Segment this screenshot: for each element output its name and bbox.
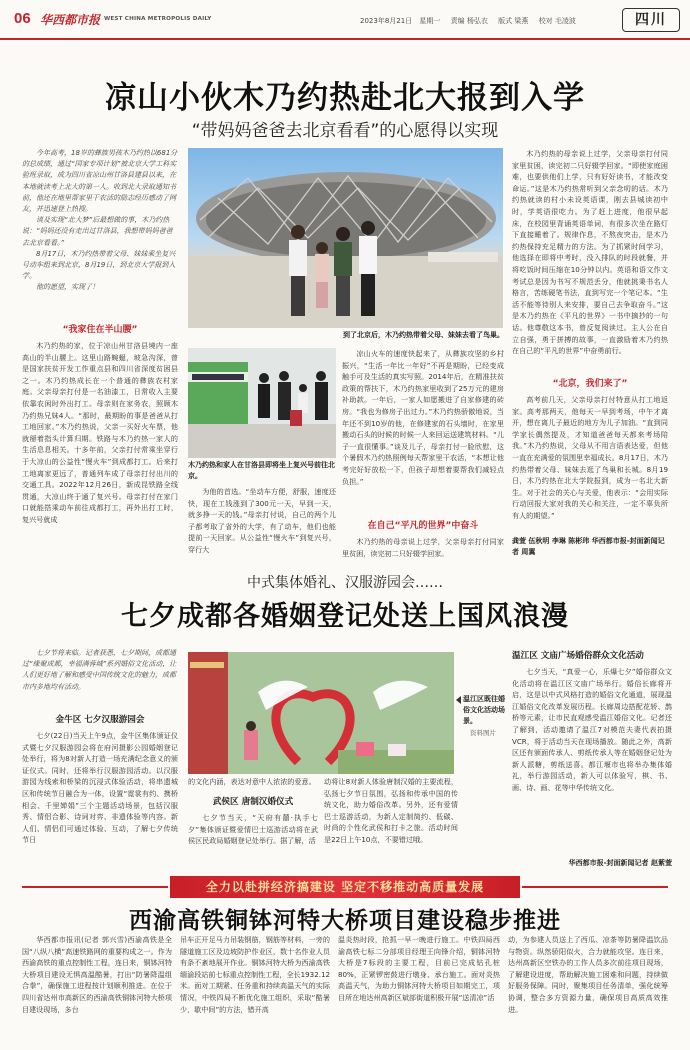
body-paragraph: 七夕节当天，“天府有囍·执手七夕”集体颁证暨爱情巴士巡游活动将在武侯区民政局婚姻登记处举行。据了解，活: [188, 813, 318, 846]
article1-subheading-1: “我家住在半山腰”: [62, 325, 138, 335]
article3-headline: 西渝高铁铜钵河特大桥项目建设稳步推进: [129, 908, 561, 934]
body-paragraph: 吊车正开足马力吊装钢筋，钢筋等材料，一旁的隧道施工区及边坡防护作业区，数十名作业人员有条不紊地展开作业。铜钵河特大桥为西渝高铁缅渝段站前七标重点控制性工程，全长1932.12米。面对工期紧、任务重和持续高温天气的实际情况，中铁四局不断优化施工组织，采取“酷暑少，歇中间”的方法，错开高: [180, 935, 330, 1014]
banner-text: 全力以赴拼经济搞建设 坚定不移推动高质量发展: [205, 880, 485, 894]
photo3-caption: 温江区既往婚俗文化活动场景。: [463, 695, 505, 725]
article1-headline: 凉山小伙木乃约热赴北大报到入学: [105, 80, 585, 116]
banner-rule-right: [522, 886, 668, 888]
lead-paragraph: 谈及实现“北大梦”后最想做的事，木乃约热说：“妈妈还没有走出过甘洛县，我想带妈妈爸爸去北京看看。”: [22, 216, 173, 247]
article1-column-2: [342, 348, 504, 518]
photo-train-platform: [188, 348, 336, 458]
caption-arrow-icon: [456, 696, 461, 704]
photo3-caption-block: [456, 694, 508, 739]
article2-column-2-top: [188, 776, 318, 790]
body-paragraph: 华西都市报讯(记者 郭兴雪)西渝高铁是全国“八纵八横”高速铁路网的重要构成之一。作为西渝高铁的重点控制性工程，连日来，铜钵河特大桥项目建设无惧高温酷暑，打出“防暑降温组合拳”，确保施工进程按计划顺利推进。在位于四川省达州市高新区的西渝高铁铜钵河特大桥项目建设现场，多台: [22, 935, 172, 1014]
page-header: [0, 0, 690, 40]
article2-subheading-2: 武侯区 唐制汉婚仪式: [212, 797, 294, 807]
photo1-caption: 到了北京后，木乃约热带着父母、妹妹去看了鸟巢。: [343, 331, 504, 339]
body-paragraph: 木乃约热的家，位于凉山州甘洛县境内一座高山的半山腰上。这里山路蜿蜒，坡急沟深，曾是国家扶贫开发工作重点县和四川省深度贫困县之一。木乃约热成长在一个普通的彝族农村家庭。父亲母亲打付是一名油漆工，日常收入主要依靠农闲时外出打工。母亲则在家务农，照顾木乃约热兄妹4人。“那时，最期盼的事是爸爸从打工地回家。”木乃约热说，父亲一买好火车票，他就掰着指头计算归期。铁路与木乃约热一家人的生活息息相关。十多年前，父亲打付常乘坐穿行于大凉山的公益性“慢火车”到成都打工。后来打工地离家更远了，普通列车成了母亲打付出川的交通工具。2022年12月26日，新成昆铁路全线贯通，大凉山终于通了复兴号。母亲打付在家门口就能搭乘动车前往成都打工，再外出打工时，复兴号就成: [22, 341, 178, 524]
campaign-banner: [170, 876, 520, 898]
issue-date: 2023年8月21日: [360, 17, 413, 25]
body-paragraph: 为他的首选。“坐动车方便，舒服，速度还快，现在工钱涨到了300元一天，早到一天，就多挣一天的钱。”母亲打付说，自己的两个儿子都考取了省外的大学，有了动车，他们也能提前一天回家。从公益性“慢火车”到复兴号，穿行大: [188, 487, 336, 554]
body-paragraph: 七夕当天，“真爱一心，乐爆七夕”婚俗群众文化活动将在温江区文庙广场举行。婚俗长廊将开启，这是以中式风格打造的婚俗文化通道，展现温江婚俗文化改革发展历程。长廊周边搭配花轿、鹊桥等元素，让市民直观感受温江婚俗文化。记者还了解到，活动邀请了温江7对模范夫妻代表拍摄VCR，将于活动当天在现场播放。随此之外，高新区还有颁面传承人、剪纸传承人等在婚姻登记处为新人派糖，剪纸送喜。都江堰市也将举办集体婚礼，举行游园活动，新人可以体验写，棋、书、画、诗、画、花等中华传统文化。: [512, 667, 672, 792]
article2-headline: 七夕成都各婚姻登记处送上国风浪漫: [121, 601, 569, 632]
heart-arch-illustration: [188, 652, 454, 774]
article2-column-4: [512, 666, 672, 856]
editor-credit: 责编 杨弘衣: [450, 17, 488, 25]
article2-column-3: [324, 776, 458, 870]
article3-column-2: [180, 934, 330, 1046]
header-meta: [360, 16, 576, 26]
article2-lead: [22, 648, 178, 710]
article1-column-2-tail: [188, 486, 336, 556]
article3-column-3: [338, 934, 500, 1046]
article3-column-1: [22, 934, 172, 1046]
body-paragraph: 凉山火车的速度快起来了，从彝族攻坚的乡村振兴，“生活一年比一年好”不再是期盼，已经变成触手可及生活的真实写照。2014年后，在精准扶贫政策的帮扶下，木乃约热家里收到了25万元的建房补助款。一年后，一家人如愿搬进了自家修建的砖房。“我也为修房子出过力。”木乃约热骄傲地说，当年还不到10岁的他，在修建家的石头墙时，在家里搬动石头的时候的时候一人来回运送建筑材料。“儿子一直很懂事。”谈及儿子，母亲打付一脸欣慰，这个暑假木乃约热照例每天帮家里干农活，“本想让他考完好好放松一下，但孩子却想着要帮我们减轻点负担。”: [342, 349, 504, 486]
article2-byline: 华西都市报-封面新闻记者 赵紫萱: [568, 859, 672, 867]
section-tab: [622, 8, 680, 32]
photo2-caption: 木乃约热和家人在甘洛县即将坐上复兴号前往北京。: [188, 461, 335, 480]
article1-subheading-3: “北京，我们来了”: [552, 379, 628, 389]
article1-column-2b: [342, 536, 504, 558]
body-paragraph: 动，为参建人员送上了西瓜、凉茶等防暑降温饮品与物资。纵然骄阳似火，合力就能攻坚。连日来，达州高新区空铁办的工作人员多次前往项目现场，了解建设进度，帮助解决施工困难和问题，持续做好服务保障。同时，聚集项目任务清单，强化统筹协调，整合多方资源力量，确保项目高质高效推进。: [508, 935, 668, 1014]
article1-column-3: [512, 148, 668, 372]
body-paragraph: 高考前几天，父亲母亲打付特意从打工地返家。高考那两天，他每天一早到考场，中午才离开，想在离儿子最近的地方为儿子加油。“直到同学家长偶然提及，才知道爸爸每天都来考场陪我。”木乃约热说，父母从不用言语表达爱，但他一直在充满爱的氛围里幸福成长。8月17日，木乃约热带着父母、妹妹去逛了鸟巢和长城。8月19日，木乃约热在北大学院报到，成为一名北大新生。对于社会的关心与关爱，他表示：“会用实际行动回报大家对我的关心和关注，一定不辜负所有人的期望。”: [512, 395, 668, 520]
article2-subheading-1: 金牛区 七夕汉服游园会: [55, 715, 145, 725]
article1-column-1: [22, 340, 178, 556]
lead-paragraph: 今年高考，18岁的彝族男孩木乃约热以681分的总成绩，通过“国家专项计划”被北京大学工科实验班录取，成为四川省凉山州甘洛县建县以来，在本地就读考上北大的第一人。收到北大录取通知书前，他还在地里帮家里干农活的励志经历感动了网友，并迅速登上热搜。: [22, 149, 178, 214]
issue-weekday: 星期一: [419, 17, 441, 25]
article3-column-4: [508, 934, 668, 1046]
body-paragraph: 的文化内涵，表达对意中人浓浓的爱意。: [188, 777, 316, 786]
photo3-credit: 资料图片: [470, 729, 496, 737]
photo-heart-arch: [188, 652, 454, 774]
article2-column-2: [188, 812, 318, 870]
designer-credit: 版式 梁燕: [498, 17, 529, 25]
body-paragraph: 温炎热时段，抢抓一早一晚进行施工。中铁四局西渝高铁七标二分部项目经理王向锋介绍，铜钵河特大桥是7标段的主要工程，目前已完成钻孔桩80%，正紧锣密鼓进行墩身、承台施工。面对炎热高温天气，为助力铜钵河特大桥项目如期完工，项目所在地达州高新区斌部街道积极开展“送清凉”活: [338, 935, 500, 1002]
article1-column-4: [512, 394, 668, 536]
proofreader-credit: 校对 毛凌波: [538, 17, 576, 25]
body-paragraph: 动将让8对新人体验唐制汉婚的主要流程，弘扬七夕节日氛围，弘扬和传承中国的传统文化，助力婚俗改革。另外，还有爱情巴士巡游活动，为新人定制简约、低碳、时尚的个性化武侯和打卡之旅。活动时间是22日上午10点，不要错过哦。: [324, 777, 458, 844]
body-paragraph: 七夕(22日)当天上午9点，金牛区集体颁证仪式暨七夕汉服游园会将在府河摄影公园婚姻登记处举行，将为8对新人打造一场充满纪念意义的颁证仪式。同时，还将举行汉服游园活动。以汉服游园为线索和桥梁的沉浸式体验活动，将串遗城区和传统节日融合为一体，设置“霓裳有约、携桥相会、千里婵娟”三个主题活动场景，包括汉服秀、情侣合影、诗词对弈、非遗体验等内容。新人们、情侣们可通过体验、互动，了解七夕传统节日: [22, 731, 178, 845]
article1-subhead: “带妈妈爸爸去北京看看”的心愿得以实现: [191, 121, 499, 141]
article2-kicker: 中式集体婚礼、汉服游园会……: [247, 575, 443, 591]
paper-logo: 华西都市报: [40, 13, 101, 27]
lead-paragraph: 8月17日，木乃约热带着父母、妹妹乘坐复兴号动车组来到北京，8月19日，到北京大学报到入学。: [22, 249, 176, 281]
article2-subheading-3: 温江区 文庙广场婚俗群众文化活动: [512, 651, 644, 661]
photo-birds-nest: [188, 148, 503, 328]
paper-english-name: WEST CHINA METROPOLIS DAILY: [104, 16, 212, 22]
train-illustration: [188, 348, 336, 458]
banner-rule-left: [22, 886, 168, 888]
lead-paragraph: 七夕节将来临。记者获悉，七夕期间，成都通过“缘聚成都，幸福满蓉城”系列婚俗文化活动，让人们更好地了解和感受中国传统文化的魅力，成都市内多地均有活动。: [22, 649, 177, 691]
body-paragraph: 木乃约热的母亲说上过学，父亲母亲打付同家里贫困，读完初二只好辍学回家。“即使家庭困难，也要供他们上学，只有好好读书，才能改变命运。”这是木乃约热常听到父亲念叨的话。木乃约热就读的村小未设英语课，刚去县城读初中时，学英语很吃力。为了赶上进度，他很早起床，在校园里背诵英语单词，有很多次坐在路灯下直接睡着了。规律作息，不熬夜突击，是木乃约热保持充足精力的方法。为了抓紧时间学习，他选择在即将中考时，没入排队的时段就餐，并将吃饭时间压缩在10分钟以内。英语和语文作文考试总是因为书写不规范丢分，他就挑秉书名人格言，苦练硬笔书法，直到写完一个笔记本。“生活不能等待别人来安排，要自己去争取奋斗。”这是木乃约热在《平凡的世界》一书中摘抄的一句话。他尊敬这本书，曾反复阅读过。主人公在自立自强，勇于拼搏的故事，一直激励着木乃约热在自己的“平凡的世界”中奋勇前行。: [512, 149, 668, 356]
article1-lead: [22, 148, 178, 318]
article2-column-1: [22, 730, 178, 870]
article1-subheading-2: 在自己“平凡的世界”中奋斗: [367, 521, 479, 531]
body-paragraph: 木乃约热的母亲说上过学，父亲母亲打付同家里贫困，读完初二只好辍学回家。: [342, 537, 504, 558]
lead-paragraph: 他的愿望，实现了！: [36, 283, 99, 292]
article1-byline: 龚萱 伍秋明 李琳 陈彬玮 华西都市报-封面新闻记者 周翼: [512, 537, 665, 556]
section-name: 四川: [635, 12, 667, 28]
birds-nest-illustration: [188, 148, 503, 328]
page-number: 06: [14, 10, 31, 27]
